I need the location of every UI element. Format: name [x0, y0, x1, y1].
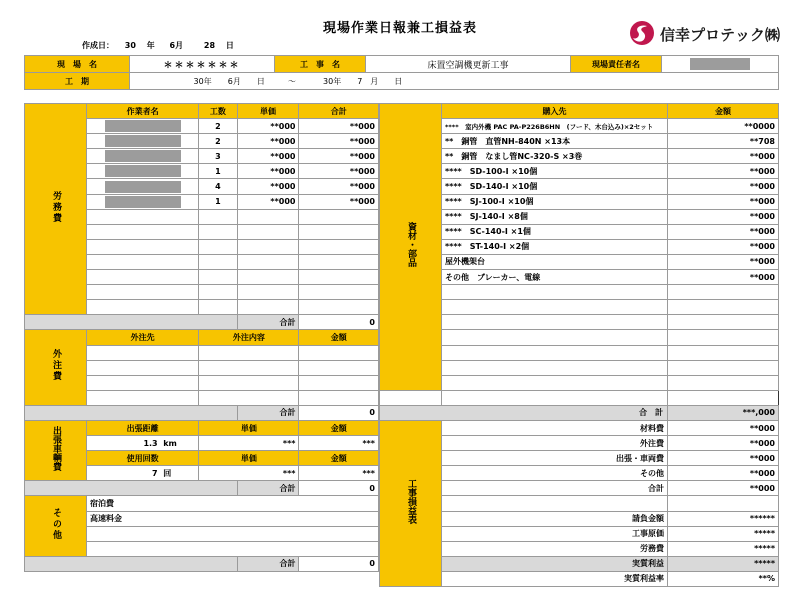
table-row: **** SJ-140-Ⅰ ×8個 **000 — [380, 209, 779, 224]
travel-count-label: 使用回数 — [87, 451, 199, 466]
travel-total-label: 合計 — [237, 481, 299, 496]
travel-distance-amount: *** — [299, 436, 379, 451]
created-year-unit: 年 — [146, 41, 155, 50]
summary-total-value: **000 — [668, 481, 779, 496]
labor-header-total: 合計 — [299, 104, 379, 119]
materials-total-value: ***,000 — [668, 405, 779, 420]
summary-material-label: 材料費 — [442, 420, 668, 435]
other-item-highway: 高速料金 — [87, 511, 379, 526]
outsource-total-label: 合計 — [237, 405, 299, 420]
table-row: ** 銅管 なまし管NC-320-S ×3巻 **000 — [380, 149, 779, 164]
outsource-total-value: 0 — [299, 405, 379, 420]
summary-cost-value: ***** — [668, 526, 779, 541]
table-row: **** 室内外機 PAC PA-P226B6HN (フード、木台込み)×2セット **0000 — [380, 119, 779, 134]
table-row: **** SD-100-Ⅰ ×10個 **000 — [380, 164, 779, 179]
table-row: **** SJ-100-Ⅰ ×10個 **000 — [380, 194, 779, 209]
summary-section-label: 工事損益表 — [380, 420, 442, 586]
manager-value — [662, 56, 779, 73]
header-table — [24, 55, 779, 90]
table-row: **** SC-140-Ⅰ ×1個 **000 — [380, 224, 779, 239]
travel-count-unit: 回 — [163, 468, 172, 478]
travel-distance-price: *** — [199, 436, 299, 451]
left-table — [24, 103, 379, 572]
work-value: 床置空調機更新工事 — [366, 56, 571, 73]
table-row: 2 **000 **000 — [25, 134, 379, 149]
table-row: その他 ブレーカー、電線 **000 — [380, 270, 779, 285]
other-total-row — [25, 556, 379, 571]
outsource-section-label: 外注費 — [25, 330, 87, 405]
created-day-unit: 日 — [225, 41, 234, 50]
materials-total-label: 合 計 — [639, 408, 664, 418]
travel-unit-label-2: 単価 — [199, 451, 299, 466]
table-row: 1 **000 **000 — [25, 194, 379, 209]
right-table — [379, 103, 779, 587]
labor-total-value: 0 — [299, 315, 379, 330]
table-row: **** SD-140-Ⅰ ×10個 **000 — [380, 179, 779, 194]
summary-total-label: 合計 — [442, 481, 668, 496]
logo-text: 信幸プロテック㈱ — [660, 26, 781, 44]
summary-travel-label: 出張・車両費 — [442, 451, 668, 466]
summary-other-value: **000 — [668, 466, 779, 481]
summary-travel-value: **000 — [668, 451, 779, 466]
outsource-total-row — [25, 405, 379, 420]
outsource-header-content: 外注内容 — [199, 330, 299, 345]
travel-unit-label: 単価 — [199, 420, 299, 435]
travel-distance-unit: km — [163, 438, 177, 448]
materials-header-vendor: 購入先 — [442, 104, 668, 119]
labor-section-label: 労務費 — [25, 104, 87, 315]
travel-distance-label: 出張距離 — [87, 420, 199, 435]
summary-cost-label: 工事原価 — [442, 526, 668, 541]
summary-labor-value: ***** — [668, 541, 779, 556]
summary-outsource-value: **000 — [668, 436, 779, 451]
other-total-label: 合計 — [237, 556, 299, 571]
travel-distance-value: 1.3 — [143, 438, 158, 448]
labor-total-row — [25, 315, 379, 330]
labor-total-label: 合計 — [237, 315, 299, 330]
page-title: 現場作業日報兼工損益表 — [322, 21, 477, 36]
summary-profit-value: ***** — [668, 556, 779, 571]
travel-count-price: *** — [199, 466, 299, 481]
summary-rate-value: **% — [668, 571, 779, 586]
travel-amount-label: 金額 — [299, 420, 379, 435]
outsource-header-amount: 金額 — [299, 330, 379, 345]
summary-other-label: その他 — [442, 466, 668, 481]
summary-labor-label: 労務費 — [442, 541, 668, 556]
other-section-label: その他 — [25, 496, 87, 556]
labor-header-name: 作業者名 — [87, 104, 199, 119]
created-day: 28 — [203, 41, 216, 50]
summary-profit-label: 実質利益 — [442, 556, 668, 571]
table-row: ** 銅管 直管NH-840N ×13本 **708 — [380, 134, 779, 149]
manager-label: 現場責任者名 — [571, 56, 662, 73]
table-row: 4 **000 **000 — [25, 179, 379, 194]
site-label: 現 場 名 — [25, 56, 130, 73]
materials-total-row — [380, 405, 779, 420]
labor-header-hours: 工数 — [199, 104, 237, 119]
period-end: 30年 7 月 日 — [323, 76, 403, 86]
labor-header-unit: 単価 — [237, 104, 299, 119]
created-date — [82, 40, 234, 51]
outsource-header-vendor: 外注先 — [87, 330, 199, 345]
created-label: 作成日： — [82, 41, 114, 50]
materials-section-label: 資材・部品 — [380, 104, 442, 391]
table-row: 2 **000 **000 — [25, 119, 379, 134]
created-month: 6月 — [169, 41, 184, 50]
materials-header-amount: 金額 — [668, 104, 779, 119]
summary-material-value: **000 — [668, 420, 779, 435]
table-row: **** ST-140-Ⅰ ×2個 **000 — [380, 239, 779, 254]
other-total-value: 0 — [299, 556, 379, 571]
table-row: 屋外機架台 **000 — [380, 254, 779, 269]
summary-outsource-label: 外注費 — [442, 436, 668, 451]
logo-mark-icon — [628, 19, 656, 47]
summary-contract-label: 請負金額 — [442, 511, 668, 526]
created-year: 30 — [124, 41, 136, 50]
site-value: ＊＊＊＊＊＊＊ — [130, 56, 275, 73]
other-item-lodging: 宿泊費 — [87, 496, 379, 511]
period-value — [130, 73, 779, 90]
travel-count-value: 7 — [152, 468, 158, 478]
period-tilde: ～ — [287, 76, 296, 86]
work-label: 工 事 名 — [275, 56, 366, 73]
travel-section-label: 出張車輌費 — [25, 420, 87, 480]
travel-total-row — [25, 481, 379, 496]
travel-count-amount: *** — [299, 466, 379, 481]
summary-contract-value: ****** — [668, 511, 779, 526]
period-label: 工 期 — [25, 73, 130, 90]
table-row: 3 **000 **000 — [25, 149, 379, 164]
period-start: 30年 6月 日 — [193, 76, 265, 86]
company-logo — [628, 19, 781, 47]
table-row: 1 **000 **000 — [25, 164, 379, 179]
travel-total-value: 0 — [299, 481, 379, 496]
summary-rate-label: 実質利益率 — [442, 571, 668, 586]
table-row — [380, 390, 779, 405]
travel-amount-label-2: 金額 — [299, 451, 379, 466]
